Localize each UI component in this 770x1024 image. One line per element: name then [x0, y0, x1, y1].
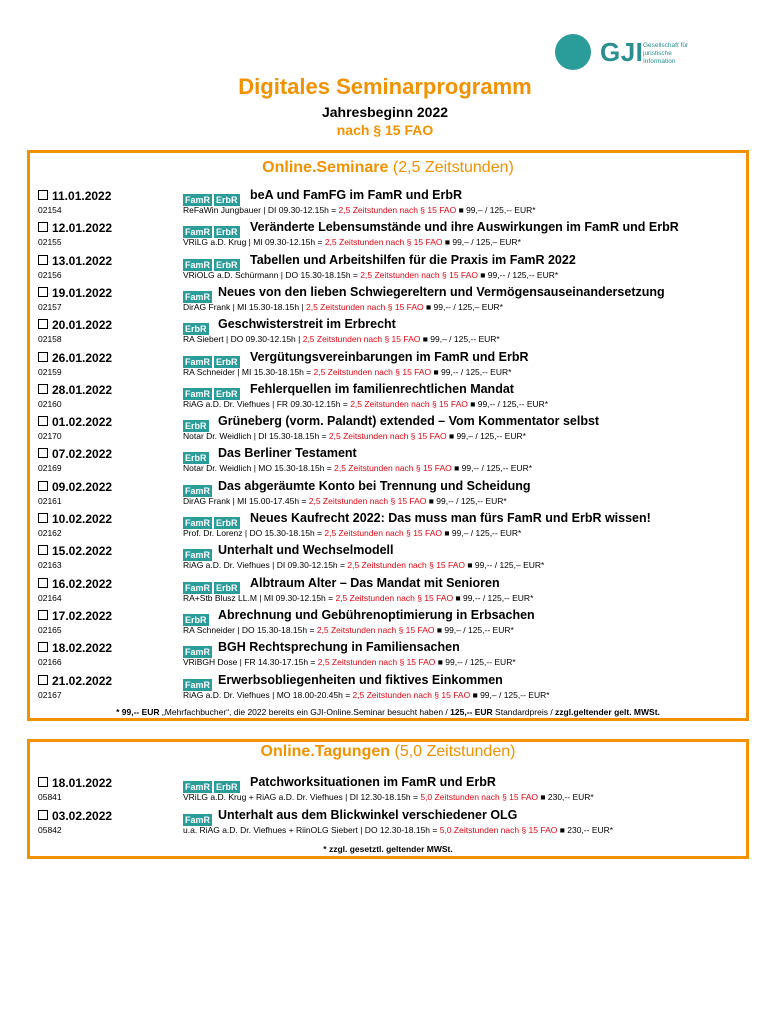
event-date: 07.02.2022 [38, 447, 112, 461]
list-item [30, 480, 746, 512]
event-details: RiAG a.D. Dr. Viefhues | DI 09.30-12.15h = 2,5 Zeitstunden nach § 15 FAO ■ 99,-- / 125,– EUR* [183, 560, 545, 571]
event-title: Patchworksituationen im FamR und ErbR [250, 775, 496, 789]
gji-logo-icon [555, 34, 591, 70]
event-date: 16.02.2022 [38, 577, 112, 591]
event-title: Veränderte Lebensumstände und ihre Auswirkungen im FamR und ErbR [250, 220, 679, 235]
list-item [30, 318, 746, 350]
checkbox-icon[interactable] [38, 545, 48, 555]
event-code: 02165 [38, 624, 62, 635]
category-tag: FamR [185, 782, 211, 792]
category-tag: ErbR [216, 582, 238, 593]
page-title: Digitales Seminarprogramm [238, 74, 532, 99]
list-item [30, 544, 746, 576]
event-date: 11.01.2022 [38, 189, 111, 203]
logo-subtitle: Gesellschaft für juristische Information [643, 42, 689, 65]
category-tag: FamR [185, 550, 211, 561]
list-item [30, 512, 746, 544]
checkbox-icon[interactable] [38, 810, 48, 820]
online-tagungen-box [27, 739, 749, 859]
event-title: Fehlerquellen im familienrechtlichen Mandat [250, 381, 514, 396]
list-item [30, 674, 746, 706]
list-item [30, 641, 746, 673]
category-tag: FamR [185, 388, 211, 399]
checkbox-icon[interactable] [38, 255, 48, 265]
event-title: Albtraum Alter – Das Mandat mit Senioren [250, 575, 500, 590]
logo-name: GJI [600, 37, 644, 67]
category-tag: FamR [185, 195, 211, 205]
event-code: 02170 [38, 431, 62, 442]
event-code: 02162 [38, 528, 62, 538]
event-code: 02163 [38, 560, 62, 571]
event-title: BGH Rechtsprechung in Familiensachen [218, 640, 460, 655]
category-tag: ErbR [216, 782, 238, 792]
event-details: VRiBGH Dose | FR 14.30-17.15h = 2,5 Zeitstunden nach § 15 FAO ■ 99,-- / 125,-- EUR* [183, 657, 516, 668]
list-item [30, 383, 746, 415]
event-details: Notar Dr. Weidlich | DI 15.30-18.15h = 2,5 Zeitstunden nach § 15 FAO ■ 99,– / 125,-- EUR* [183, 431, 526, 442]
event-title: Geschwisterstreit im Erbrecht [218, 317, 396, 332]
event-details: RiAG a.D. Dr. Viefhues | MO 18.00-20.45h = 2,5 Zeitstunden nach § 15 FAO ■ 99,– / 125,-- EUR* [183, 689, 550, 700]
online-seminare-box [27, 150, 749, 721]
event-date: 13.01.2022 [38, 254, 112, 268]
event-details: Notar Dr. Weidlich | MO 15.30-18.15h = 2,5 Zeitstunden nach § 15 FAO ■ 99,-- / 125,-- EUR* [183, 463, 533, 474]
list-item [30, 809, 746, 841]
checkbox-icon[interactable] [38, 642, 48, 652]
category-tag: FamR [185, 647, 211, 658]
checkbox-icon[interactable] [38, 481, 48, 491]
event-code: 02159 [38, 366, 62, 377]
checkbox-icon[interactable] [38, 513, 48, 523]
checkbox-icon[interactable] [38, 352, 48, 362]
event-code: 02161 [38, 495, 62, 506]
category-tag: FamR [185, 356, 211, 367]
checkbox-icon[interactable] [38, 384, 48, 394]
category-tag: FamR [185, 815, 211, 825]
checkbox-icon[interactable] [38, 319, 48, 329]
checkbox-icon[interactable] [38, 610, 48, 620]
event-code: 05842 [38, 825, 62, 835]
event-date: 19.01.2022 [38, 286, 112, 300]
category-tag: ErbR [185, 614, 207, 625]
event-code: 02154 [38, 205, 62, 215]
event-title: Das abgeräumte Konto bei Trennung und Scheidung [218, 478, 531, 493]
event-details: DirAG Frank | MI 15.00-17.45h = 2,5 Zeitstunden nach § 15 FAO ■ 99,-- / 125,-- EUR* [183, 495, 507, 506]
checkbox-icon[interactable] [38, 222, 48, 232]
page-subtitle-fao: nach § 15 FAO [336, 122, 434, 138]
checkbox-icon[interactable] [38, 287, 48, 297]
event-details: RA Schneider | DO 15.30-18.15h = 2,5 Zeitstunden nach § 15 FAO ■ 99,– / 125,-- EUR* [183, 624, 514, 635]
checkbox-icon[interactable] [38, 675, 48, 685]
checkbox-icon[interactable] [38, 578, 48, 588]
event-date: 09.02.2022 [38, 480, 112, 494]
event-title: beA und FamFG im FamR und ErbR [250, 188, 463, 202]
category-tag: FamR [185, 679, 211, 690]
event-details: VRiOLG a.D. Schürmann | DO 15.30-18.15h = 2,5 Zeitstunden nach § 15 FAO ■ 99,-- / 125,-- EUR* [183, 269, 559, 280]
event-code: 05841 [38, 792, 62, 802]
list-item [30, 286, 746, 318]
event-code: 02157 [38, 301, 62, 312]
event-code: 02160 [38, 398, 62, 409]
category-tag: FamR [185, 259, 211, 270]
list-item [30, 254, 746, 286]
event-date: 20.01.2022 [38, 318, 112, 332]
category-tag: FamR [185, 518, 211, 528]
page-subtitle: Jahresbeginn 2022 [321, 104, 449, 120]
event-title: Grüneberg (vorm. Palandt) extended – Vom Kommentator selbst [218, 414, 600, 429]
list-item [30, 221, 746, 253]
list-item [30, 351, 746, 383]
event-details: RA+Stb Blusz LL.M | MI 09.30-12.15h = 2,5 Zeitstunden nach § 15 FAO ■ 99,-- / 125,-- EUR* [183, 592, 534, 603]
event-title: Unterhalt aus dem Blickwinkel verschiedener OLG [218, 808, 518, 822]
event-details: u.a. RiAG a.D. Dr. Viefhues + RiinOLG Siebert | DO 12.30-18.15h = 5,0 Zeitstunden nach § 15 FAO ■ 230,-- EUR* [183, 825, 614, 835]
event-code: 02164 [38, 592, 62, 603]
event-details: ReFaWin Jungbauer | DI 09.30-12.15h = 2,5 Zeitstunden nach § 15 FAO ■ 99,– / 125,-- EUR* [183, 205, 536, 215]
category-tag: ErbR [216, 388, 238, 399]
category-tag: ErbR [185, 421, 207, 432]
event-code: 02158 [38, 334, 62, 345]
category-tag: ErbR [216, 356, 238, 367]
event-title: Das Berliner Testament [218, 446, 357, 461]
event-details: VRiLG a.D. Krug + RiAG a.D. Dr. Viefhues | DI 12.30-18.15h = 5,0 Zeitstunden nach § 15 FAO ■ 230,-- EUR* [183, 792, 594, 802]
event-date: 15.02.2022 [38, 544, 112, 558]
event-title: Neues von den lieben Schwiegereltern und Vermögensauseinandersetzung [218, 284, 665, 299]
checkbox-icon[interactable] [38, 416, 48, 426]
event-date: 18.02.2022 [38, 641, 112, 655]
seminar-price-note: * 99,-- EUR „Mehrfachbucher“, die 2022 bereits ein GJI-Online.Seminar besucht haben / 125,-- EUR Standardpreis / zzgl.geltender gelt. MWSt. [116, 707, 660, 717]
category-tag: FamR [185, 291, 211, 302]
event-code: 02156 [38, 269, 62, 280]
event-details: VRiLG a.D. Krug | MI 09.30-12.15h = 2,5 Zeitstunden nach § 15 FAO ■ 99,– / 125,– EUR* [183, 237, 521, 248]
event-date: 10.02.2022 [38, 512, 112, 526]
category-tag: ErbR [185, 324, 207, 335]
checkbox-icon[interactable] [38, 448, 48, 458]
category-tag: FamR [185, 582, 211, 593]
online-seminare-heading: Online.Seminare (2,5 Zeitstunden) [262, 159, 514, 176]
online-tagungen-heading: Online.Tagungen (5,0 Zeitstunden) [260, 743, 516, 760]
event-details: RA Schneider | MI 15.30-18.15h = 2,5 Zeitstunden nach § 15 FAO ■ 99,-- / 125,-- EUR* [183, 366, 512, 377]
list-item [30, 577, 746, 609]
tagungen-tax-note: * zzgl. gesetztl. geltender MWSt. [323, 844, 453, 854]
event-code: 02167 [38, 689, 62, 700]
event-title: Neues Kaufrecht 2022: Das muss man fürs FamR und ErbR wissen! [250, 511, 651, 525]
event-date: 01.02.2022 [38, 415, 112, 429]
checkbox-icon[interactable] [38, 777, 48, 787]
event-details: DirAG Frank | MI 15.30-18.15h | 2,5 Zeitstunden nach § 15 FAO ■ 99,-- / 125,– EUR* [183, 301, 503, 312]
event-date: 18.01.2022 [38, 776, 112, 790]
event-date: 03.02.2022 [38, 809, 112, 823]
category-tag: ErbR [216, 227, 238, 238]
event-title: Abrechnung und Gebührenoptimierung in Erbsachen [218, 607, 535, 622]
category-tag: ErbR [216, 518, 238, 528]
list-item [30, 609, 746, 641]
event-details: Prof. Dr. Lorenz | DO 15.30-18.15h = 2,5 Zeitstunden nach § 15 FAO ■ 99,– / 125,-- EUR* [183, 528, 522, 538]
event-code: 02169 [38, 463, 62, 474]
event-title: Unterhalt und Wechselmodell [218, 543, 394, 558]
event-details: RiAG a.D. Dr. Viefhues | FR 09.30-12.15h = 2,5 Zeitstunden nach § 15 FAO ■ 99,-- / 125,-- EUR* [183, 398, 549, 409]
event-title: Tabellen und Arbeitshilfen für die Praxis im FamR 2022 [250, 252, 576, 267]
category-tag: ErbR [216, 195, 238, 205]
event-code: 02155 [38, 237, 62, 248]
event-code: 02166 [38, 657, 62, 668]
gji-logo [555, 32, 705, 72]
list-item [30, 776, 746, 808]
category-tag: FamR [185, 227, 211, 238]
checkbox-icon[interactable] [38, 190, 48, 200]
event-date: 28.01.2022 [38, 383, 112, 397]
category-tag: FamR [185, 485, 211, 496]
list-item [30, 415, 746, 447]
list-item [30, 189, 746, 221]
event-date: 26.01.2022 [38, 351, 112, 365]
event-title: Erwerbsobliegenheiten und fiktives Einkommen [218, 672, 503, 687]
event-date: 17.02.2022 [38, 609, 112, 623]
event-title: Vergütungsvereinbarungen im FamR und ErbR [250, 349, 529, 364]
event-details: RA Siebert | DO 09.30-12.15h | 2,5 Zeitstunden nach § 15 FAO ■ 99,– / 125,-- EUR* [183, 334, 500, 345]
category-tag: ErbR [216, 259, 238, 270]
category-tag: ErbR [185, 453, 207, 464]
event-date: 21.02.2022 [38, 674, 112, 688]
event-date: 12.01.2022 [38, 221, 112, 235]
list-item [30, 447, 746, 479]
